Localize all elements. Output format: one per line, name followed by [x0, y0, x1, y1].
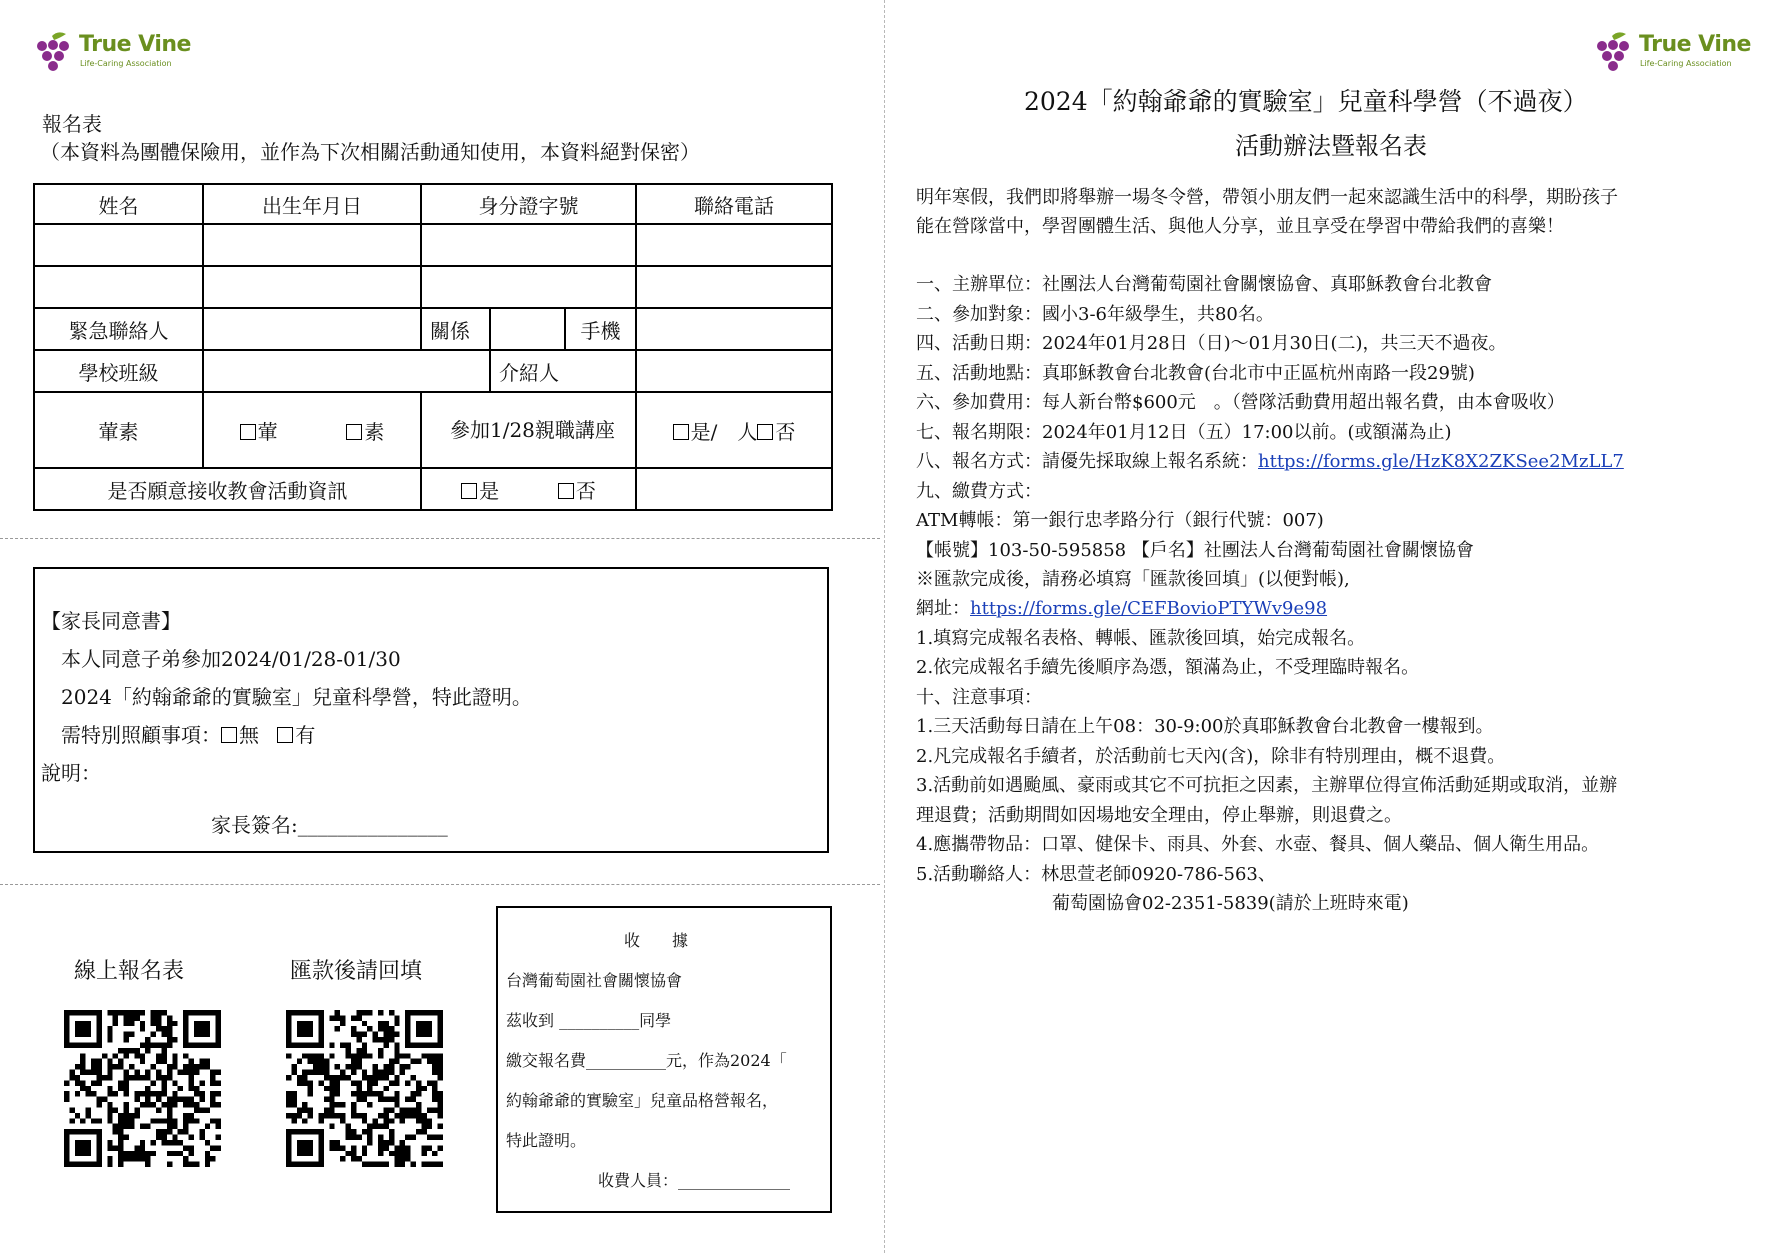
vertical-fold-line [884, 0, 885, 1253]
dates: 四、活動日期：2024年01月28日（日)～01月30日(二)，共三天不過夜。 [916, 333, 1507, 354]
special-care-none-label: 無 [239, 723, 259, 747]
parent-talk-yes-checkbox[interactable] [673, 424, 689, 440]
participants: 二、參加對象：國小3-6年級學生，共80名。 [916, 304, 1274, 325]
consent-explain: 說明： [41, 761, 101, 785]
receipt-title: 收 據 [624, 931, 689, 950]
consent-title: 【家長同意書】 [41, 609, 181, 633]
diet-options [203, 392, 421, 468]
phone-cell[interactable] [636, 224, 832, 266]
referrer-label: 介紹人 [490, 350, 636, 392]
true-vine-logo-left [32, 30, 191, 74]
table-row [34, 266, 832, 308]
step2: 2.依完成報名手續先後順序為憑，額滿為止，不受理臨時報名。 [916, 657, 1420, 678]
remit-url-label: 網址： [916, 598, 970, 619]
relation-label: 關係 [421, 308, 490, 350]
school-class-cell[interactable] [203, 350, 490, 392]
payment-form-qr-code[interactable] [286, 1010, 443, 1167]
emergency-contact-cell[interactable] [203, 308, 421, 350]
online-form-label: 線上報名表 [74, 959, 185, 984]
logo-name: True Vine [1639, 32, 1751, 57]
note5-line1: 5.活動聯絡人：林思萱老師0920-786-563、 [916, 864, 1276, 885]
logo-name: True Vine [79, 32, 191, 57]
intro-line2: 能在營隊當中，學習團體生活、與他人分享，並且享受在學習中帶給我們的喜樂！ [916, 216, 1564, 237]
logo-subtitle: Life-Caring Association [1640, 59, 1732, 68]
receipt-received: 茲收到 __________同學 [506, 1011, 672, 1030]
form-title: 報名表 [42, 112, 102, 136]
school-class-label: 學校班級 [34, 350, 203, 392]
diet-veg-checkbox[interactable] [346, 424, 362, 440]
true-vine-logo-right [1592, 30, 1751, 74]
logo-subtitle: Life-Caring Association [80, 59, 172, 68]
registration-method [916, 447, 1624, 473]
parent-talk-no-checkbox[interactable] [757, 424, 773, 440]
parent-signature[interactable]: 家長簽名:_______________ [211, 813, 448, 837]
receive-info-blank [636, 468, 832, 510]
remit-url [916, 594, 1327, 620]
cut-line [0, 884, 880, 885]
birthdate-cell[interactable] [203, 224, 421, 266]
referrer-cell[interactable] [636, 350, 832, 392]
parent-talk-options [636, 392, 832, 468]
parent-talk-text: 參加1/28親職講座 [450, 418, 615, 442]
diet-meat-checkbox[interactable] [240, 424, 256, 440]
diet-veg-label: 素 [364, 419, 385, 444]
registration-method-label: 八、報名方式：請優先採取線上報名系統： [916, 451, 1258, 472]
special-care-has-label: 有 [295, 723, 316, 747]
receipt-camp: 約翰爺爺的實驗室」兒童品格營報名， [506, 1091, 779, 1110]
grapes-icon [32, 30, 76, 74]
consent-line1: 本人同意子弟參加2024/01/28-01/30 [61, 647, 401, 671]
special-care-label: 需特別照顧事項： [61, 723, 221, 747]
receive-info-no-checkbox[interactable] [558, 483, 574, 499]
form-note: （本資料為團體保險用，並作為下次相關活動通知使用，本資料絕對保密） [40, 140, 700, 164]
receive-info-yes-label: 是 [479, 478, 500, 503]
header-birthdate: 出生年月日 [203, 184, 421, 224]
special-care-none-checkbox[interactable] [221, 727, 237, 743]
parent-talk-label [421, 392, 636, 468]
receipt-collector: 收費人員：______________ [598, 1171, 791, 1190]
note3-line2: 理退費；活動期間如因場地安全理由，停止舉辦，則退費之。 [916, 805, 1402, 826]
note5-line2: 葡萄園協會02-2351-5839(請於上班時來電) [1052, 893, 1409, 914]
receive-info-options [421, 468, 636, 510]
receipt-box [496, 906, 832, 1213]
receipt-org: 台灣葡萄園社會關懷協會 [506, 971, 683, 990]
page-subtitle: 活動辦法暨報名表 [1235, 132, 1427, 160]
note4: 4.應攜帶物品：口罩、健保卡、雨具、外套、水壺、餐具、個人藥品、個人衛生用品。 [916, 834, 1600, 855]
online-form-qr-code[interactable] [64, 1010, 221, 1167]
receipt-fee: 繳交報名費__________元，作為2024「 [506, 1051, 787, 1070]
parent-talk-yes-label: 是/ 人 [690, 419, 758, 444]
relation-cell[interactable] [490, 308, 565, 350]
step1: 1.填寫完成報名表格、轉帳、匯款後回填，始完成報名。 [916, 628, 1366, 649]
remit-form-link[interactable]: https://forms.gle/CEFBovioPTYWv9e98 [970, 598, 1328, 619]
deadline: 七、報名期限：2024年01月12日（五）17:00以前。(或額滿為止) [916, 422, 1452, 443]
consent-line2: 2024「約翰爺爺的實驗室」兒童科學營，特此證明。 [61, 685, 532, 709]
id-cell[interactable] [421, 266, 636, 308]
diet-meat-label: 葷 [257, 419, 278, 444]
organizer: 一、主辦單位：社團法人台灣葡萄園社會關懷協會、真耶穌教會台北教會 [916, 274, 1492, 295]
birthdate-cell[interactable] [203, 266, 421, 308]
name-cell[interactable] [34, 224, 203, 266]
receive-info-yes-checkbox[interactable] [461, 483, 477, 499]
account-info: 【帳號】103-50-595858 【戶名】社團法人台灣葡萄園社會關懷協會 [916, 540, 1474, 561]
mobile-label: 手機 [565, 308, 636, 350]
atm-info: ATM轉帳：第一銀行忠孝路分行（銀行代號：007) [916, 510, 1324, 531]
receipt-proof: 特此證明。 [506, 1131, 587, 1150]
header-name: 姓名 [34, 184, 203, 224]
parent-consent-box [33, 567, 829, 853]
id-cell[interactable] [421, 224, 636, 266]
emergency-contact-label: 緊急聯絡人 [34, 308, 203, 350]
notes-heading: 十、注意事項： [916, 687, 1042, 708]
parent-talk-no-label: 否 [775, 419, 796, 444]
note3-line1: 3.活動前如遇颱風、豪雨或其它不可抗拒之因素，主辦單位得宣佈活動延期或取消，並辦 [916, 775, 1618, 796]
registration-table [33, 183, 833, 511]
receive-info-label: 是否願意接收教會活動資訊 [34, 468, 421, 510]
grapes-icon [1592, 30, 1636, 74]
payment-form-label: 匯款後請回填 [290, 959, 423, 984]
intro-line1: 明年寒假，我們即將舉辦一場冬令營，帶領小朋友們一起來認識生活中的科學，期盼孩子 [916, 187, 1618, 208]
table-row [34, 224, 832, 266]
note1: 1.三天活動每日請在上午08：30-9:00於真耶穌教會台北教會一樓報到。 [916, 716, 1494, 737]
fee: 六、參加費用：每人新台幣$600元 。（營隊活動費用超出報名費，由本會吸收） [916, 392, 1565, 413]
header-phone: 聯絡電話 [636, 184, 832, 224]
location: 五、活動地點：真耶穌教會台北教會(台北市中正區杭州南路一段29號) [916, 363, 1475, 384]
payment-method: 九、繳費方式： [916, 481, 1042, 502]
page-title: 2024「約翰爺爺的實驗室」兒童科學營（不過夜） [1024, 87, 1588, 116]
receive-info-no-label: 否 [575, 478, 596, 503]
mobile-cell[interactable] [636, 308, 832, 350]
name-cell[interactable] [34, 266, 203, 308]
consent-special-care [61, 719, 315, 748]
header-id-number: 身分證字號 [421, 184, 636, 224]
phone-cell[interactable] [636, 266, 832, 308]
diet-label: 葷素 [34, 392, 203, 468]
note2: 2.凡完成報名手續者，於活動前七天內(含)，除非有特別理由，概不退費。 [916, 746, 1506, 767]
remit-note: ※匯款完成後，請務必填寫「匯款後回填」(以便對帳), [916, 569, 1350, 590]
special-care-has-checkbox[interactable] [277, 727, 293, 743]
cut-line [0, 538, 880, 539]
registration-form-link[interactable]: https://forms.gle/HzK8X2ZKSee2MzLL7 [1258, 451, 1624, 472]
